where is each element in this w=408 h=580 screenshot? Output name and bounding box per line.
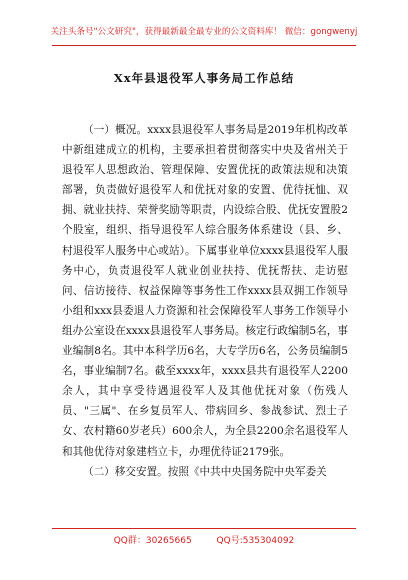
footer-divider: [52, 528, 356, 529]
paragraph-overview: （一）概况。xxxx县退役军人事务局是2019年机构改革中新组建成立的机构，主要承担着贯彻落实中央及省州关于退役军人思想政治、管理保障、安置优抚的政策法规和决策部署，负责做好退役军人和优抚对象的安置、优待抚恤、双拥、就业扶持、荣誉奖励等职责，内设综合股、优抚安置股2个股室，组织、指导退役军人综合服务体系建设（县、乡、村退役军人服务中心或站）。下属事业单位xxxx县退役军人服务中心，负责退役军人就业创业扶持、优抚帮扶、走访慰问、信访接待、权益保障等事务性工作xxxx县双拥工作领导小组和xxx县委退人力资源和社会保障役军人事务工作领导小组办公室设在xxxx县退役军人事务局。核定行政编制5名，事业编制8名。其中本科学历6名，大专学历6名，公务员编制5名，事业编制7名。截至xxxx年，xxxx县共有退役军人2200余人，其中享受待遇退役军人及其他优抚对象（伤残人员、"三属"、在乡复员军人、带病回乡、参战参试、烈士子女、农村籍60岁老兵）600余人，为全县2200余名退役军人和其他优待对象建档立卡，办理优待证2179张。: [62, 124, 348, 458]
paragraph-resettlement: （二）移交安置。按照《中共中央国务院中央军委关: [83, 465, 327, 478]
page-footer: [0, 533, 408, 546]
footer-qq-number: QQ号:535304092: [216, 536, 295, 546]
header-notice: 关注头条号"公文研究"，获得最新最全最专业的公文资料库！ 微信：gongwenyj: [50, 27, 358, 37]
document-body: [62, 120, 348, 482]
footer-qq-group: QQ群：30265665: [113, 536, 192, 546]
document-title: Xx年县退役军人事务局工作总结: [113, 71, 295, 85]
page-header: [0, 0, 408, 46]
header-divider: [52, 45, 356, 46]
